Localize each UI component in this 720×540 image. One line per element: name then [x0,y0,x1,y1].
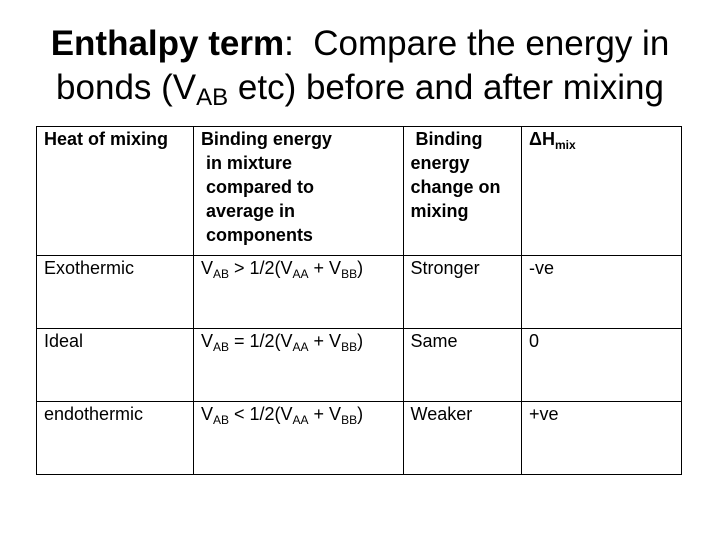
table-row [37,402,682,475]
header-col2-line: components [205,225,313,245]
title-colon: : [284,24,294,63]
row-type: Exothermic [37,256,194,329]
header-delta-h: ΔH [529,129,555,149]
row-delta-h: +ve [522,402,682,475]
row-comparison: $V_{AB} < 1/2(V_{AA} + V_{BB})$ [193,402,403,475]
header-col2-line: in mixture [205,153,292,173]
header-col3-line: energy [410,153,470,173]
row-delta-h: -ve [522,256,682,329]
title-line2-pre: bonds (V [56,68,197,107]
title-line-1 [0,22,720,66]
slide-title [0,22,720,110]
title-bold-term: Enthalpy term [50,24,285,63]
row-comparison: $V_{AB} > 1/2(V_{AA} + V_{BB})$ [193,256,403,329]
table-header-row [37,127,682,256]
row-change: Weaker [403,402,521,475]
row-type: Ideal [37,329,194,402]
enthalpy-table [36,126,682,475]
header-col2-line: Binding energy [200,129,332,149]
title-line-2 [0,66,720,110]
header-delta-h-mix [522,127,682,256]
table-row [37,256,682,329]
header-binding-energy [193,127,403,256]
header-col2-line: compared to [205,177,314,197]
header-binding-change [403,127,521,256]
title-line2-post: etc) before and after mixing [228,68,664,107]
row-change: Same [403,329,521,402]
row-type: endothermic [37,402,194,475]
header-col2-line: average in [205,201,295,221]
header-mix-subscript: mix [554,138,576,152]
title-subscript: AB [196,84,229,111]
header-col3-line: change on [410,177,501,197]
table-row [37,329,682,402]
row-change: Stronger [403,256,521,329]
header-col3-line: mixing [410,201,469,221]
row-comparison: $V_{AB} = 1/2(V_{AA} + V_{BB})$ [193,329,403,402]
title-rest: Compare the energy in [313,24,670,63]
header-col3-line: Binding [415,129,483,149]
header-heat-of-mixing: Heat of mixing [37,127,194,256]
row-delta-h: 0 [522,329,682,402]
